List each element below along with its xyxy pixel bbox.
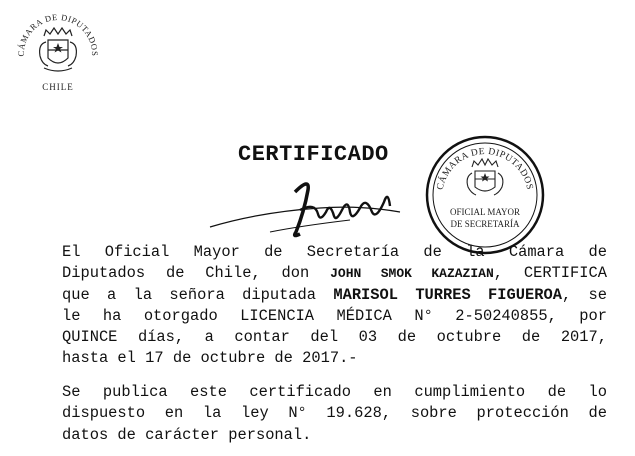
handwritten-signature-icon	[200, 172, 430, 242]
paragraph-line: QUINCE días, a contar del 03 de octubre de 2017,	[62, 328, 607, 347]
paragraph-line: datos de carácter personal.	[62, 425, 312, 444]
text-span: Diputados de Chile, don	[62, 264, 331, 283]
paragraph-line: Se publica este certificado en cumplimiento de lo	[62, 383, 607, 401]
paragraph-line: hasta el 17 de octubre de 2017.-	[62, 349, 358, 368]
official-name: JOHN SMOK KAZAZIAN	[330, 266, 494, 282]
certification-paragraph	[62, 242, 607, 370]
publication-paragraph	[62, 382, 607, 446]
paragraph-line	[62, 263, 607, 284]
seal-arc-text: CÁMARA DE DIPUTADOS	[15, 11, 101, 57]
seal-bottom-text: CHILE	[42, 82, 74, 92]
official-seal-line-2: DE SECRETARÍA	[450, 219, 520, 229]
document-title: CERTIFICADO	[238, 142, 389, 167]
official-seal	[420, 133, 550, 257]
deputy-name: MARISOL TURRES FIGUEROA	[333, 285, 562, 304]
text-span: , CERTIFICA	[493, 264, 607, 283]
paragraph-line	[62, 285, 607, 306]
camara-seal	[10, 6, 106, 96]
chile-coat-of-arms-icon	[467, 159, 503, 195]
paragraph-line: El Oficial Mayor de Secretaría de la Cámara de	[62, 243, 607, 261]
paragraph-line: le ha otorgado LICENCIA MÉDICA N° 2-50240855, por	[62, 306, 607, 325]
official-seal-arc-text: CÁMARA DE DIPUTADOS	[435, 146, 535, 191]
chile-coat-of-arms-icon	[40, 28, 77, 71]
official-seal-line-1: OFICIAL MAYOR	[449, 207, 521, 217]
svg-text:CÁMARA DE DIPUTADOS	[436, 147, 535, 191]
paragraph-line: dispuesto en la ley N° 19.628, sobre protección de	[62, 404, 607, 423]
text-span: , se	[561, 285, 607, 304]
text-span: que a la señora diputada	[62, 285, 334, 304]
